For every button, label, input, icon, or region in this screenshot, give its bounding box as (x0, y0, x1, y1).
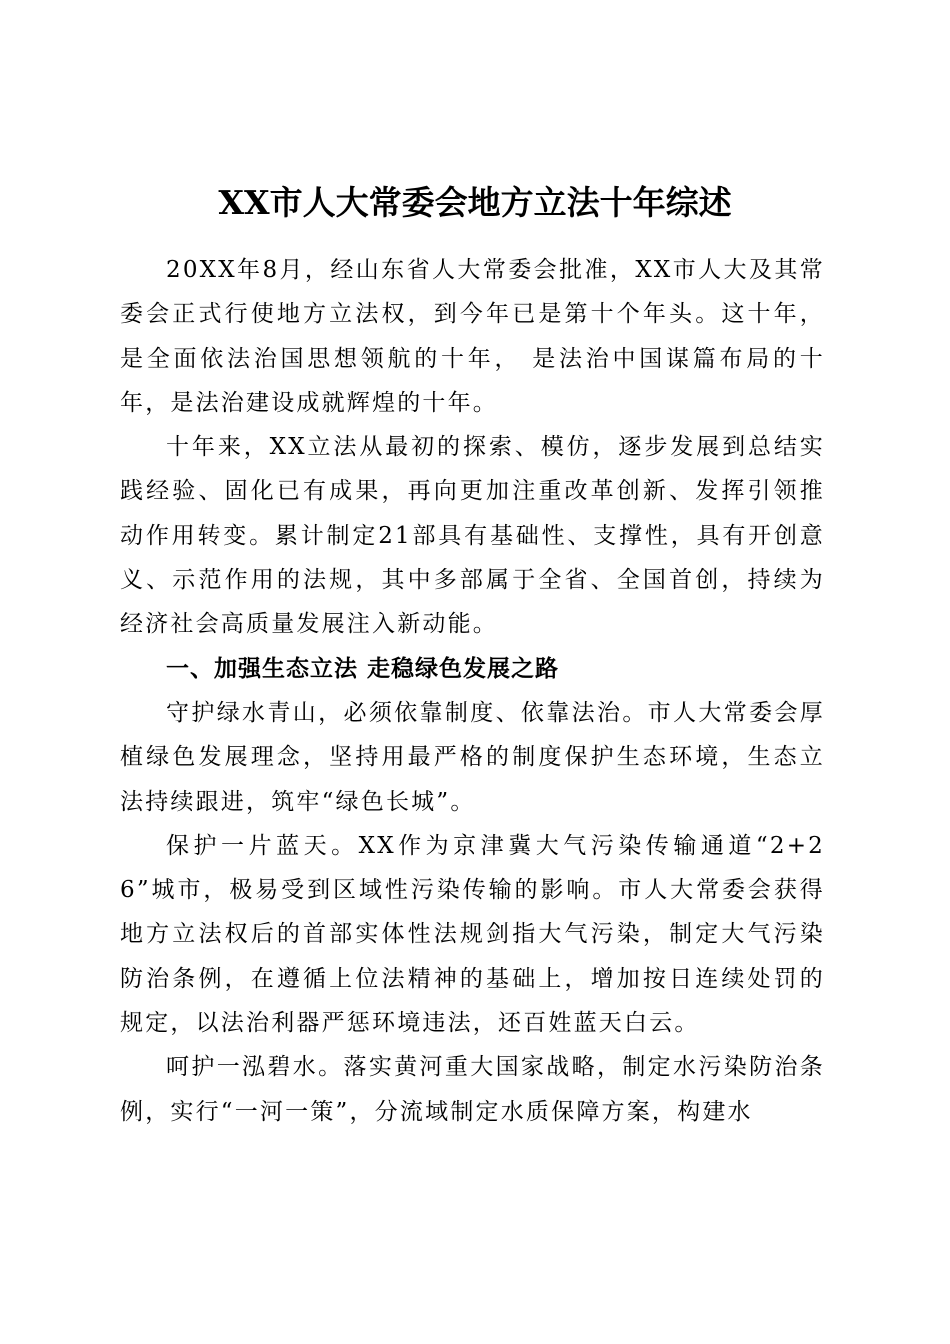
section1-paragraph-2: 保护一片蓝天。XX作为京津冀大气污染传输通道“2+26”城市，极易受到区域性污染传输的影响。市人大常委会获得地方立法权后的首部实体性法规剑指大气污染，制定大气污染防治条例，在遵循上位法精神的基础上，增加按日连续处罚的规定，以法治利器严惩环境违法，还百姓蓝天白云。 (120, 832, 825, 1037)
section1-paragraph-3: 呵护一泓碧水。落实黄河重大国家战略，制定水污染防治条例，实行“一河一策”，分流域制定水质保障方案，构建水 (120, 1054, 825, 1125)
document-title: XX市人大常委会地方立法十年综述 (218, 183, 732, 222)
document-body (120, 248, 825, 1134)
section1-paragraph-1: 守护绿水青山，必须依靠制度、依靠法治。市人大常委会厚植绿色发展理念，坚持用最严格的制度保护生态环境，生态立法持续跟进，筑牢“绿色长城”。 (120, 699, 825, 815)
intro-paragraph-2: 十年来，XX立法从最初的探索、模仿，逐步发展到总结实践经验、固化已有成果，再向更加注重改革创新、发挥引领推动作用转变。累计制定21部具有基础性、支撑性，具有开创意义、示范作用的法规，其中多部属于全省、全国首创，持续为经济社会高质量发展注入新动能。 (120, 434, 825, 638)
section-heading-1: 一、加强生态立法 走稳绿色发展之路 (166, 655, 560, 682)
intro-paragraph-1: 20XX年8月，经山东省人大常委会批准，XX市人大及其常委会正式行使地方立法权，到今年已是第十个年头。这十年，是全面依法治国思想领航的十年， 是法治中国谋篇布局的十年，是法治建设成就辉煌的十年。 (120, 257, 825, 416)
